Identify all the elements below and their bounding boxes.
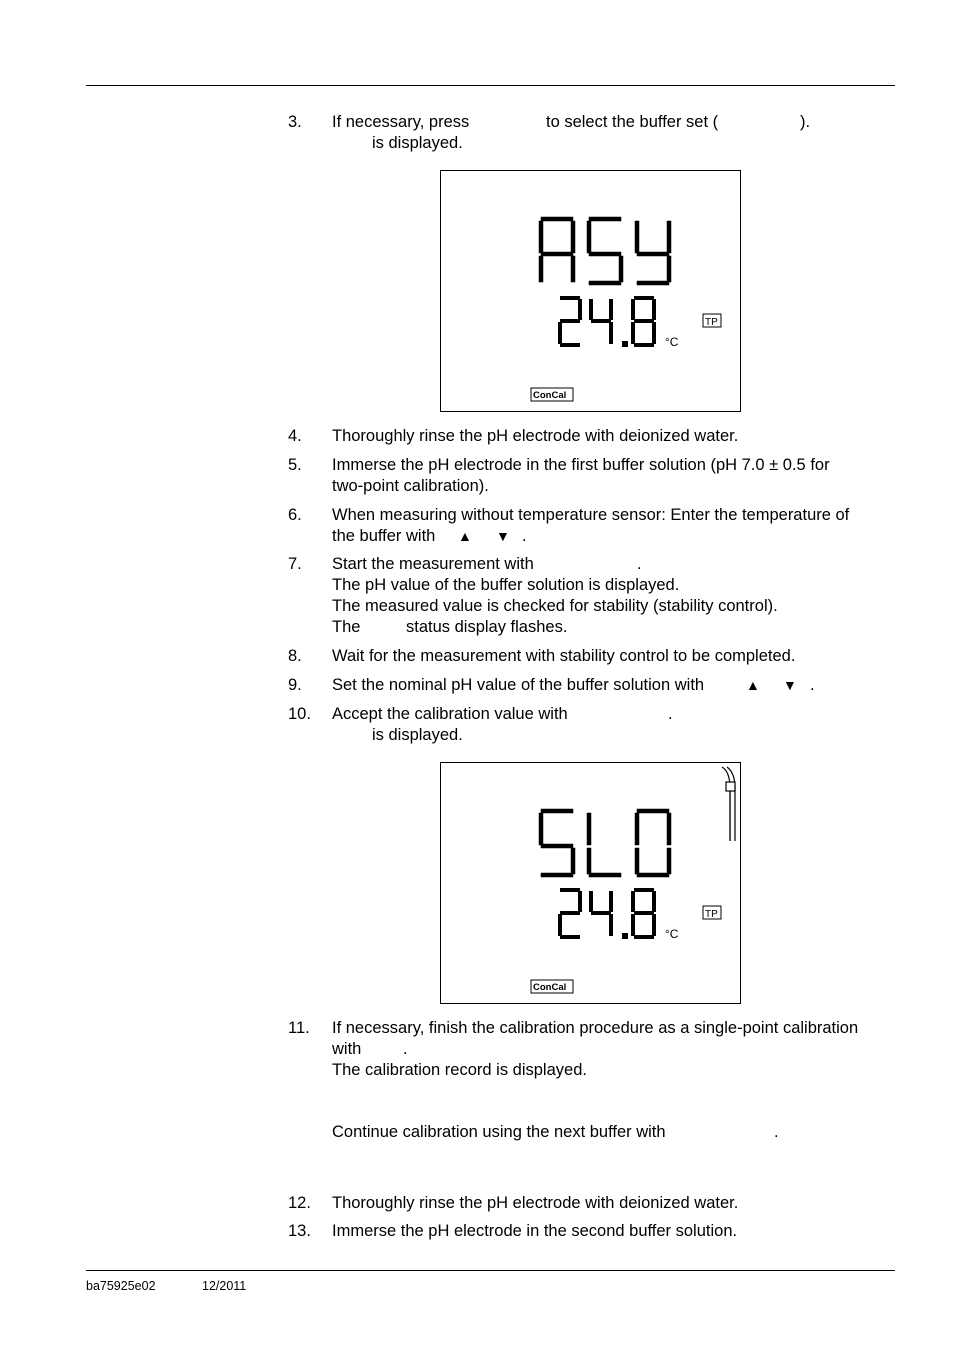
step-number: 5. xyxy=(288,456,302,474)
step-text: Immerse the pH electrode in the second buffer solution. xyxy=(332,1222,738,1240)
step-text: Start the measurement with xyxy=(332,555,534,573)
temp-digits xyxy=(560,890,654,937)
step-number: 6. xyxy=(288,506,302,524)
step-number: 4. xyxy=(288,427,302,445)
step-text: with xyxy=(332,1040,362,1058)
step-text: Immerse the pH electrode in the first buffer solution (pH 7.0 ± 0.5 for xyxy=(332,456,830,474)
concal-label: ConCal xyxy=(533,982,567,993)
tp-label: TP xyxy=(705,909,718,920)
step-text: The measured value is checked for stability (stability control). xyxy=(332,597,778,615)
step-number: 12. xyxy=(288,1194,311,1212)
step-text: The calibration record is displayed. xyxy=(332,1061,587,1079)
temp-digits xyxy=(560,298,654,345)
step-text: Wait for the measurement with stability control to be completed. xyxy=(332,647,796,665)
continue-text: Continue calibration using the next buffer with xyxy=(332,1123,666,1141)
footer-rule xyxy=(86,1270,895,1271)
step-text: The pH value of the buffer solution is displayed. xyxy=(332,576,680,594)
electrode-icon xyxy=(722,767,735,841)
step-text: status display flashes. xyxy=(406,618,568,636)
step-number: 9. xyxy=(288,676,302,694)
step-text: to select the buffer set ( xyxy=(546,113,719,131)
tp-label: TP xyxy=(705,317,718,328)
step-text: If necessary, finish the calibration procedure as a single-point calibration xyxy=(332,1019,859,1037)
step-number: 11. xyxy=(288,1019,310,1037)
lcd-display-slo xyxy=(440,762,741,1004)
step-text: . xyxy=(403,1040,408,1058)
step-number: 13. xyxy=(288,1222,311,1240)
step-text: Accept the calibration value with xyxy=(332,705,568,723)
lcd-display-asy xyxy=(440,170,741,412)
continue-text-end: . xyxy=(774,1123,779,1141)
step-text: Set the nominal pH value of the buffer solution with xyxy=(332,676,705,694)
footer-date: 12/2011 xyxy=(202,1279,247,1293)
main-digits xyxy=(541,811,669,875)
step-number: 3. xyxy=(288,113,302,131)
step-text: the buffer with xyxy=(332,527,436,545)
down-arrow-icon: ▼ xyxy=(783,677,797,693)
unit-celsius: °C xyxy=(665,335,679,349)
unit-celsius: °C xyxy=(665,927,679,941)
concal-label: ConCal xyxy=(533,390,567,401)
footer-doc-id: ba75925e02 xyxy=(86,1279,156,1293)
step-text: is displayed. xyxy=(372,726,463,744)
up-arrow-icon: ▲ xyxy=(746,677,760,693)
step-text: Thoroughly rinse the pH electrode with deionized water. xyxy=(332,427,739,445)
step-number: 7. xyxy=(288,555,302,573)
decimal-point xyxy=(622,341,628,347)
up-arrow-icon: ▲ xyxy=(458,528,472,544)
step-text: . xyxy=(522,527,527,545)
decimal-point xyxy=(622,933,628,939)
step-text: two-point calibration). xyxy=(332,477,489,495)
step-text: When measuring without temperature sensor: Enter the temperature of xyxy=(332,506,850,524)
header-rule xyxy=(86,85,895,86)
step-number: 10. xyxy=(288,705,311,723)
main-digits xyxy=(541,219,669,283)
step-text: The xyxy=(332,618,361,636)
down-arrow-icon: ▼ xyxy=(496,528,510,544)
step-text: Thoroughly rinse the pH electrode with deionized water. xyxy=(332,1194,739,1212)
step-text: . xyxy=(668,705,673,723)
step-text: is displayed. xyxy=(372,134,463,152)
step-text: . xyxy=(810,676,815,694)
step-number: 8. xyxy=(288,647,302,665)
step-text: If necessary, press xyxy=(332,113,470,131)
step-text: ). xyxy=(800,113,811,131)
step-text: . xyxy=(637,555,642,573)
